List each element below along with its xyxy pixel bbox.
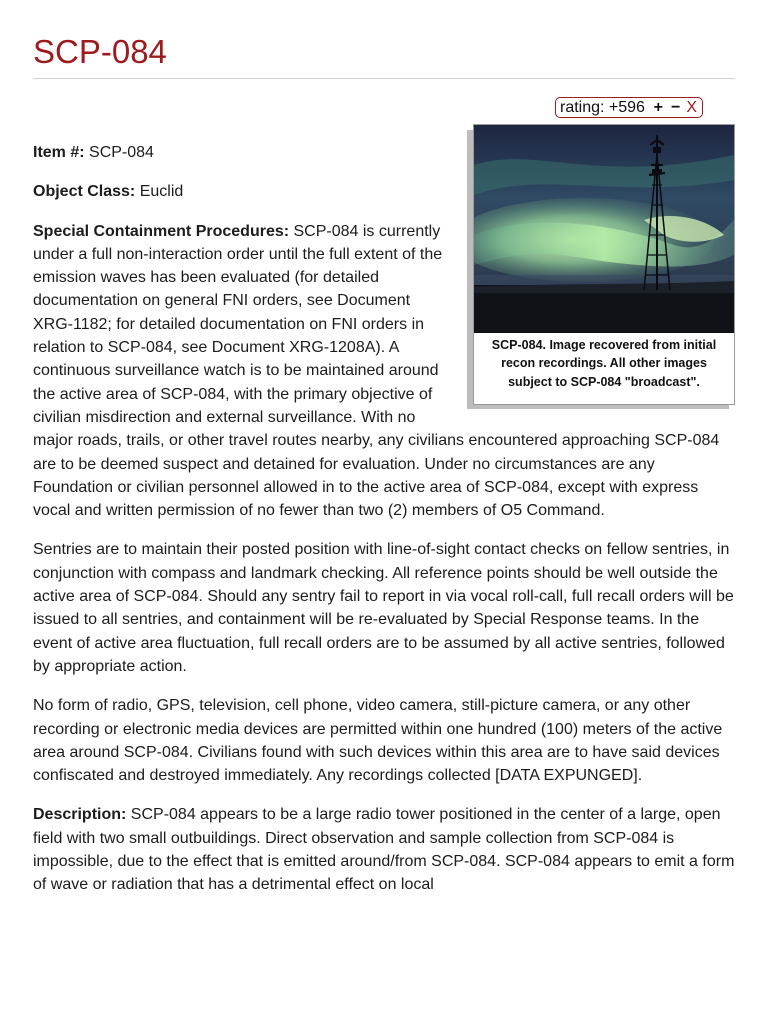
body-paragraph: Sentries are to maintain their posted position with line-of-sight contact checks on fellow sentries, in conjunction with compass and landmark checking. All reference points should be well outside the active area of SCP-084. Should any sentry fail to report in via vocal roll-call, full recall orders will be issued to all sentries, and containment will be re-evaluated by Special Response teams. In the event of active area fluctuation, full recall orders are to be assumed by all active sentries, followed by appropriate action. xyxy=(33,541,734,675)
containment-text: SCP-084 is currently under a full non-interaction order until the full extent of the emission waves has been evaluated (for detailed documentation on general FNI orders, see Document XRG-1182; for detailed documentation on FNI orders in relation to SCP-084, see Document XRG-1208A). A continuous surveillance watch is to be maintained around the active area of SCP-084, with the primary objective of civilian misdirection and external surveillance. With no major roads, trails, or other travel routes nearby, any civilians encountered approaching SCP-084 are to be deemed suspect and detained for evaluation. Under no circumstances are any Foundation or civilian personnel allowed in to the active area of SCP-084, except with express vocal and written permission of no fewer than two (2) members of O5 Command. xyxy=(33,222,720,520)
rating-module xyxy=(555,97,703,118)
description xyxy=(33,803,735,896)
object-class-label: Object Class: xyxy=(33,183,136,201)
body-paragraph: No form of radio, GPS, television, cell phone, video camera, still-picture camera, or any other recording or electronic media devices are permitted within one hundred (100) meters of the active area around SCP-084. Civilians found with such devices within this area are to have said devices confiscated and destroyed immediately. Any recordings collected [DATA EXPUNGED]. xyxy=(33,697,723,785)
item-label: Item #: xyxy=(33,144,85,161)
image-card xyxy=(473,124,735,405)
rate-up-button[interactable]: + xyxy=(653,99,663,116)
rate-down-button[interactable]: − xyxy=(670,99,681,116)
rating-label: rating: +596 xyxy=(560,99,645,116)
object-class-value: Euclid xyxy=(135,183,184,201)
containment-label: Special Containment Procedures: xyxy=(33,222,290,240)
article-body xyxy=(33,141,735,913)
image-block xyxy=(473,124,735,407)
description-text: SCP-084 appears to be a large radio tower positioned in the center of a large, open field with two small outbuildings. Direct observation and sample collection from SCP-084 is impossible, due to the effect that is emitted around/from SCP-084. SCP-084 appears to emit a form of wave or radiation that has a detrimental effect on local xyxy=(33,806,735,894)
radio-tower-image xyxy=(474,125,734,333)
title-divider xyxy=(33,78,735,79)
description-label: Description: xyxy=(33,806,127,824)
image-caption: SCP-084. Image recovered from initial recon recordings. All other images subject to SCP-084 "broadcast". xyxy=(491,338,717,389)
item-value: SCP-084 xyxy=(84,144,154,161)
cancel-vote-button[interactable]: X xyxy=(686,99,697,116)
page-title: SCP-084 xyxy=(33,33,167,70)
